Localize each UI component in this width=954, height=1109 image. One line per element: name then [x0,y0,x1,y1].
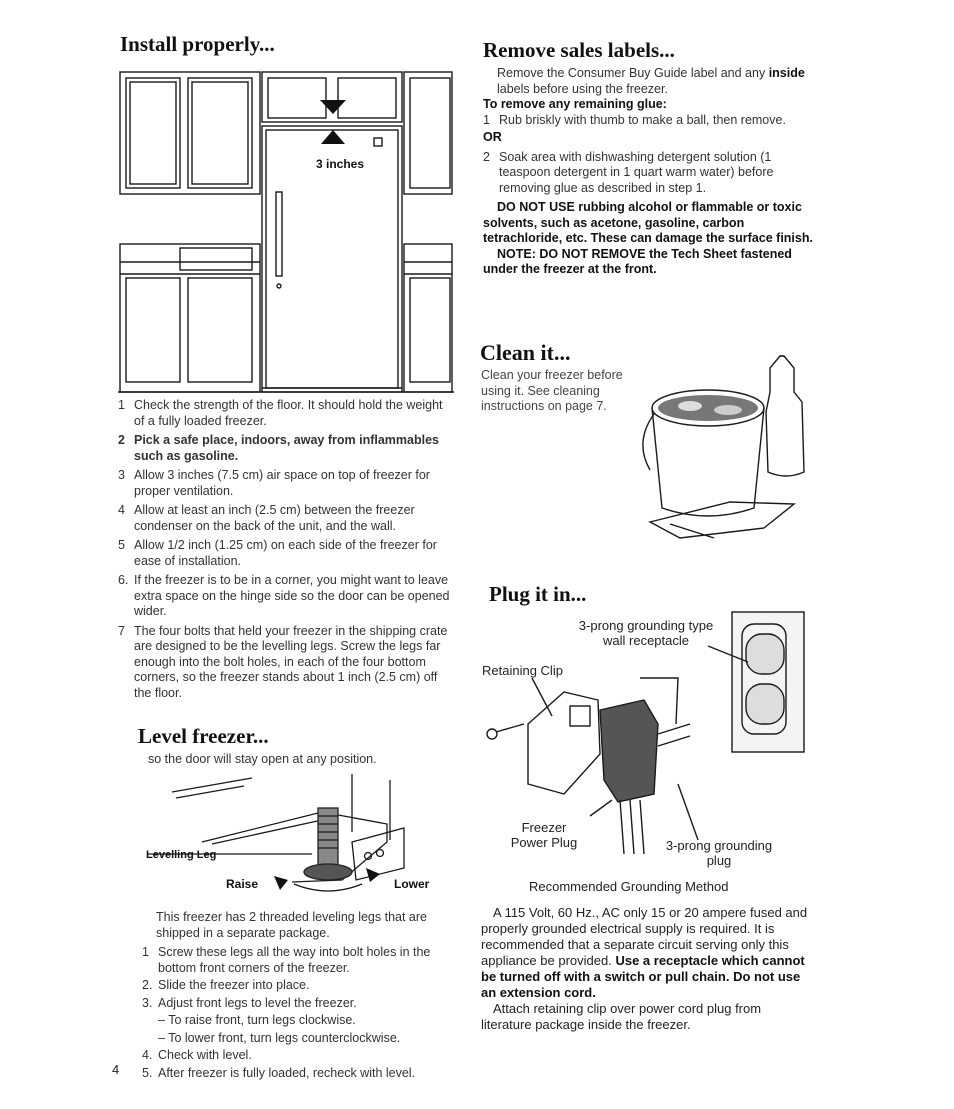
install-steps [118,398,454,705]
level-instructions [142,910,460,1083]
plug-instructions [481,905,813,1033]
remove-title: Remove sales labels... [483,38,675,62]
three-inches-label: 3 inches [316,157,365,171]
install-step-1: 1 Check the strength of the floor. It should hold the weight of a fully loaded freezer. [118,398,443,428]
grounding-plug-label: 3-prong grounding plug [665,838,773,868]
install-step-6: 6. If the freezer is to be in a corner, you might want to leave extra space on the hinge side so the door can be opened wider. [118,573,450,618]
clean-text: Clean your freezer before using it. See cleaning instructions on page 7. [481,368,623,413]
plug-para-1: A 115 Volt, 60 Hz., AC only 15 or 20 ampere fused and properly grounded electrical supply is required. It is recommended that a separate circuit serving only this appliance be provided. Use a receptacle which cannot be turned off with a switch or pull chain. Do not use an extension cord. [481,905,808,1000]
clean-title: Clean it... [480,340,571,365]
plug-title: Plug it in... [489,582,587,606]
levelling-leg-diagram [142,772,458,906]
remove-step-2: 2 Soak area with dishwashing detergent solution (1 teaspoon detergent in 1 quart warm water) before removing glue as described in step 1. [483,149,774,195]
install-step-2: 2 Pick a safe place, indoors, away from inflammables such as gasoline. [118,433,439,463]
install-title: Install properly... [120,32,275,56]
level-intro: This freezer has 2 threaded leveling legs that are shipped in a separate package. [156,910,427,940]
receptacle-label: 3-prong grounding type wall receptacle [578,618,714,648]
remove-warning: DO NOT USE rubbing alcohol or flammable or toxic solvents, such as acetone, gasoline, carbon tetrachloride, etc. These can damage the surface finish. [483,200,813,245]
grounding-method-caption: Recommended Grounding Method [529,879,729,894]
level-step-1: 1 Screw these legs all the way into bolt holes in the bottom front corners of the freezer. [142,945,431,975]
power-plug-label: Freezer Power Plug [510,820,578,850]
level-step-3a: – To raise front, turn legs clockwise. [158,1013,356,1027]
remove-section [483,66,815,278]
installation-diagram [118,60,454,400]
or-label: OR [483,130,502,144]
install-step-5: 5 Allow 1/2 inch (1.25 cm) on each side of the freezer for ease of installation. [118,538,437,568]
glue-heading: To remove any remaining glue: [483,97,667,111]
levelling-leg-label: Levelling Leg [146,849,217,861]
lower-label: Lower [394,877,430,891]
level-step-3: 3. Adjust front legs to level the freezer. [142,995,357,1010]
remove-intro: Remove the Consumer Buy Guide label and any inside labels before using the freezer. [497,66,805,96]
cleaning-bucket-illustration [640,352,816,552]
install-step-7: 7 The four bolts that held your freezer in the shipping crate are designed to be the levelling legs. Screw the legs far enough into the bolt holes, in each of the four bottom corners, so the freezer stands about 1 inch (2.5 cm) off the floor. [118,623,448,700]
install-step-4: 4 Allow at least an inch (2.5 cm) between the freezer condenser on the back of the unit, and the wall. [118,503,415,533]
install-step-3: 3 Allow 3 inches (7.5 cm) air space on top of freezer for proper ventilation. [118,468,430,498]
level-step-3b: – To lower front, turn legs counterclockwise. [158,1030,401,1045]
plug-para-2: Attach retaining clip over power cord plug from literature package inside the freezer. [481,1001,762,1032]
level-step-2: 2. Slide the freezer into place. [142,978,310,992]
level-title: Level freezer... [138,724,269,748]
remove-note: NOTE: DO NOT REMOVE the Tech Sheet fastened under the freezer at the front. [483,246,792,276]
level-step-4: 4. Check with level. [142,1048,252,1062]
level-step-5: 5. After freezer is fully loaded, recheck with level. [142,1065,416,1080]
raise-label: Raise [226,877,259,891]
remove-step-1: 1 Rub briskly with thumb to make a ball, then remove. [483,112,786,127]
retaining-clip-label: Retaining Clip [482,663,563,678]
level-subtitle: so the door will stay open at any position. [148,752,377,766]
page-number: 4 [112,1062,120,1077]
